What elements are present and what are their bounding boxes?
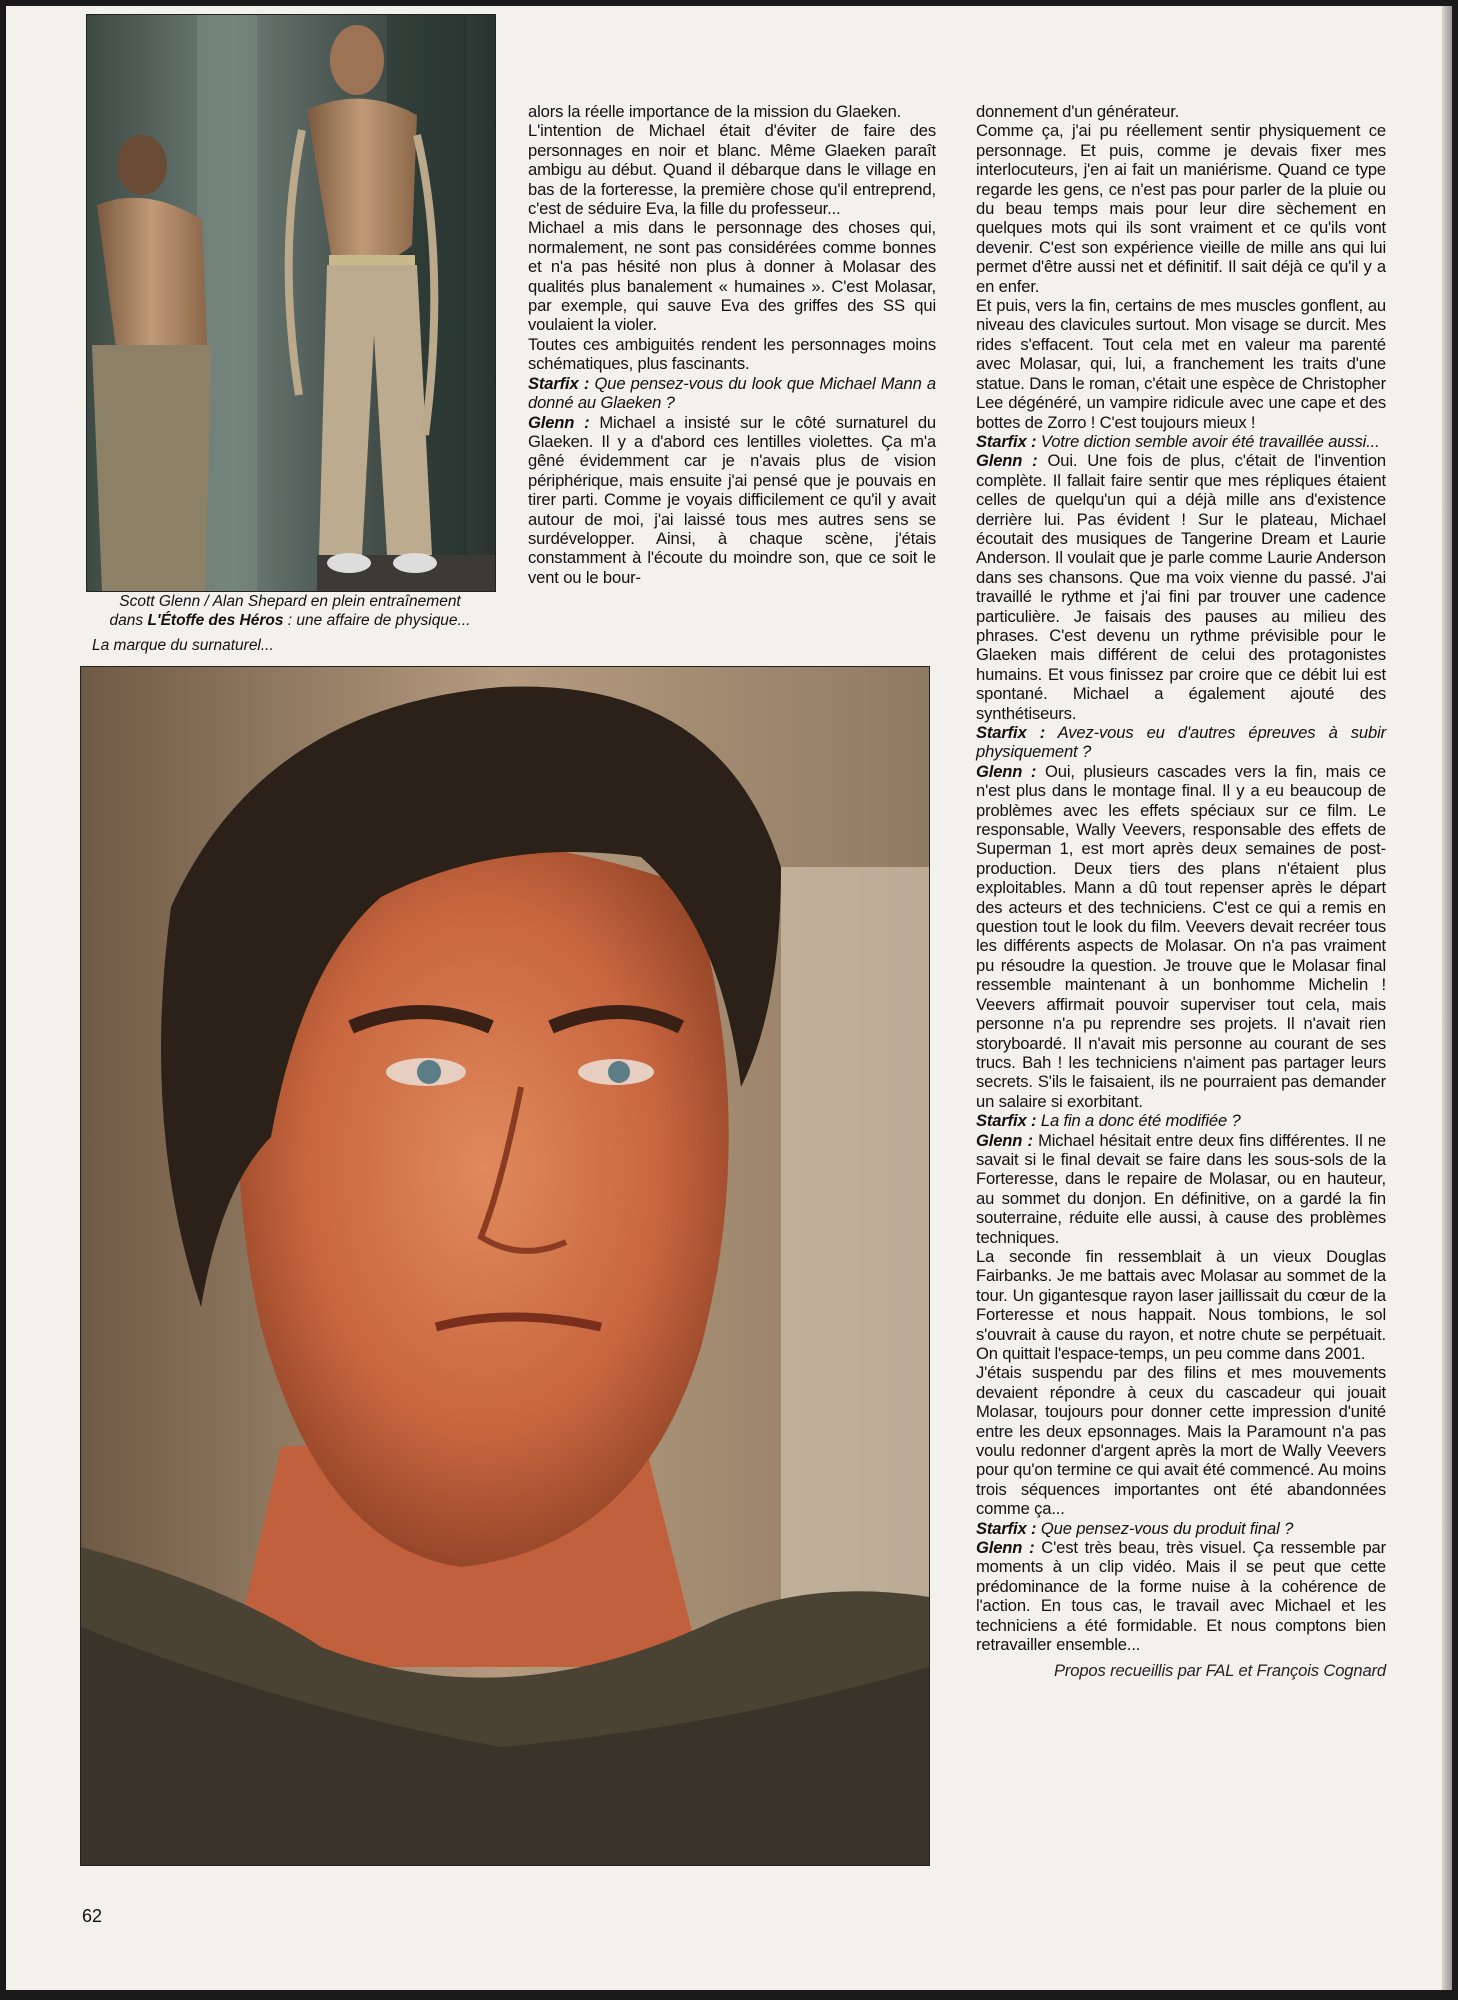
paragraph xyxy=(976,451,1386,723)
question-text: Votre diction semble avoir été travaillée aussi... xyxy=(1036,431,1380,451)
paragraph-text: Comme ça, j'ai pu réellement sentir physiquement ce personnage. Et puis, comme je devais fixer mes interlocuteurs, j'en ai fait un maniérisme. Quand ce type regarde les gens, ce n'est pas pour parler de la pluie ou du beau temps mais pour leur dire sèchement en quelques mots qui ils sont vraiment et ce qu'ils vont devenir. C'est son expérience vieille de mille ans qui lui permet d'être aussi net et définitif. Il sait déjà ce qu'il y a en enfer. xyxy=(976,121,1386,296)
paragraph-text: La seconde fin ressemblait à un vieux Douglas Fairbanks. Je me battais avec Molasar au sommet de la tour. Un gigantesque rayon laser jaillissait du cœur de la Forteresse et nous happait. Nous tombions, le sol s'ouvrait à cause du rayon, et notre chute se perpétuait. On quittait l'espace-temps, un peu comme dans 2001. xyxy=(976,1246,1386,1363)
portrait-photo xyxy=(80,666,930,1866)
training-photo-caption xyxy=(88,592,492,630)
paragraph-text: J'étais suspendu par des filins et mes mouvements devaient répondre à ceux du cascadeur qui jouait Molasar, toujours pour donner cette impression d'unité entre les deux epsonnages. Mais la Paramount n'a pas voulu redonner d'argent après la mort de Wally Veevers pour qu'on termine ce qui avait été commencé. Au moins trois séquences importantes ont été abandonnées comme ça... xyxy=(976,1363,1386,1519)
paragraph xyxy=(976,1131,1386,1247)
page-number: 62 xyxy=(82,1906,103,1926)
paragraph xyxy=(528,335,936,374)
paragraph-text: Oui. Une fois de plus, c'était de l'invention complète. Il fallait faire sentir que mes répliques étaient celles de quelqu'un qui a déjà mille ans d'existence derrière lui. Pas évident ! Sur le plateau, Michael écoutait des musiques de Tangerine Dream et Laurie Anderson. Il voulait que je parle comme Laurie Anderson dans ses chansons. Que ma voix vienne du passé. J'ai travaillé le rythme et j'ai fini par trouver une cadence particulière. Je faisais des pauses au milieu des phrases. C'est devenu un rythme prévisible pour le Glaeken mais différent de celui des protagonistes humains. Et vous finissez par croire que ce débit lui est spontané. Michael a également ajouté des synthétiseurs. xyxy=(976,451,1386,723)
paragraph xyxy=(976,121,1386,296)
paragraph-text: donnement d'un générateur. xyxy=(976,102,1180,121)
article-column-middle xyxy=(528,102,936,587)
caption-line-1: Scott Glenn / Alan Shepard en plein entraînement xyxy=(119,593,461,610)
paragraph xyxy=(976,1363,1386,1518)
paragraph-text: C'est très beau, très visuel. Ça ressemble par moments à un clip vidéo. Mais il se peut que cette prédominance de la forme nuise à la cohérence de l'action. En tous cas, le travail avec Michael et les techniciens a été formidable. Et nous comptons bien retravailler ensemble... xyxy=(976,1538,1387,1655)
speaker-label: Glenn : xyxy=(528,412,590,432)
speaker-label: Starfix : xyxy=(976,1111,1037,1131)
paragraph xyxy=(528,102,936,121)
interview-credit: Propos recueillis par FAL et François Cognard xyxy=(1053,1660,1386,1680)
paragraph xyxy=(976,1538,1386,1654)
paragraph-text: Michael a mis dans le personnage des choses qui, normalement, ne sont pas considérées comme bonnes et n'a pas hésité non plus à donner à Molasar des qualités plus banalement « humaines ». C'est Molasar, par exemple, qui sauve Eva des griffes des SS qui voulaient la violer. xyxy=(528,218,936,335)
question-text: Avez-vous eu d'autres épreuves à subir physiquement ? xyxy=(976,723,1387,762)
paragraph-text: Michael hésitait entre deux fins différentes. Il ne savait si le final devait se faire dans les sous-sols de la Forteresse, dans le repaire de Molasar, ou en hauteur, au sommet du donjon. En définitive, on a gardé la fin souterraine, réduite elle aussi, à cause des problèmes techniques. xyxy=(976,1130,1386,1247)
caption-prefix: dans xyxy=(109,612,148,629)
paragraph xyxy=(976,1519,1386,1538)
caption-film-title: L'Étoffe des Héros xyxy=(147,612,284,629)
speaker-label: Starfix : xyxy=(976,1518,1037,1538)
paragraph xyxy=(528,121,936,218)
caption-line-2 xyxy=(88,611,492,630)
speaker-label: Starfix : xyxy=(976,431,1037,451)
paragraph xyxy=(976,1247,1386,1363)
magazine-page xyxy=(6,6,1452,1990)
paragraph xyxy=(976,762,1386,1111)
training-photo xyxy=(86,14,496,592)
paragraph xyxy=(528,413,936,588)
speaker-label: Starfix : xyxy=(976,723,1046,742)
speaker-label: Glenn : xyxy=(976,1130,1033,1150)
paragraph-text: Et puis, vers la fin, certains de mes muscles gonflent, au niveau des clavicules surtout. Mon visage se durcit. Mes rides s'effacent. Tout cela met en valeur ma parenté avec Molasar, qui, lui, a franchement les traits d'une statue. Dans le roman, c'était une espèce de Christopher Lee dégénéré, un vampire ridicule avec une cape et des bottes de Zorro ! C'est toujours mieux ! xyxy=(976,296,1386,432)
paragraph xyxy=(976,296,1386,432)
speaker-label: Glenn : xyxy=(976,1538,1035,1558)
paragraph xyxy=(528,374,936,413)
paragraph-text: L'intention de Michael était d'éviter de faire des personnages en noir et blanc. Même Glaeken paraît ambigu au début. Quand il débarque dans le village en bas de la forteresse, la première chose qu'il entreprend, c'est de séduire Eva, la fille du professeur... xyxy=(528,121,936,219)
speaker-label: Glenn : xyxy=(976,761,1037,781)
paragraph xyxy=(528,218,936,334)
portrait-caption: La marque du surnaturel... xyxy=(92,637,274,654)
paragraph xyxy=(976,723,1386,762)
paragraph-text: Toutes ces ambiguités rendent les personnages moins schématiques, plus fascinants. xyxy=(528,334,936,374)
page-edge xyxy=(1442,6,1452,1990)
question-text: Que pensez-vous du look que Michael Mann a donné au Glaeken ? xyxy=(528,373,936,413)
speaker-label: Glenn : xyxy=(976,451,1038,471)
article-column-right xyxy=(976,102,1386,1680)
paragraph xyxy=(976,432,1386,451)
paragraph xyxy=(976,1111,1386,1130)
paragraph-text: alors la réelle importance de la mission du Glaeken. xyxy=(528,102,902,121)
paragraph xyxy=(976,102,1386,121)
paragraph-text: Michael a insisté sur le côté surnaturel du Glaeken. Il y a d'abord ces lentilles violettes. Ça m'a gêné évidemment car je n'avais plus de vision périphérique, mais ensuite j'ai pensé que je pouvais en tirer parti. Comme je voyais difficilement ce qu'il y avait autour de moi, j'ai laissé tous mes autres sens se surdévelopper. Ainsi, à chaque scène, j'étais constamment à l'écoute du moindre son, que ce soit le vent ou le bour- xyxy=(528,412,936,587)
paragraph-text: Oui, plusieurs cascades vers la fin, mais ce n'est plus dans le montage final. Il y a eu beaucoup de problèmes avec les effets spéciaux sur ce film. Le responsable, Wally Veevers, responsable des effets de Superman 1, est mort après deux semaines de post-production. Deux tiers des plans n'étaient plus exploitables. Mann a dû tout repenser après le départ des acteurs et des techniciens. C'est ce qui a remis en question tout le look du film. Veevers devait recréer tous les différents aspects de Molasar. On n'a pas vraiment pu résoudre la question. Je trouve que le Molasar final ressemble maintenant à un bonhomme Michelin ! Veevers affirmait pouvoir superviser tout cela, mais personne n'a pu reprendre ses projets. Il n'avait rien storyboardé. Il n'avait mis personne au courant de ses trucs. Bah ! les techniciens n'aiment pas partager leurs secrets. S'ils le faisaient, ils ne pourraient pas demander un salaire si exorbitant. xyxy=(976,761,1386,1111)
speaker-label: Starfix : xyxy=(528,373,590,393)
question-text: La fin a donc été modifiée ? xyxy=(1036,1111,1241,1131)
caption-suffix: : une affaire de physique... xyxy=(283,612,471,629)
question-text: Que pensez-vous du produit final ? xyxy=(1036,1518,1294,1538)
